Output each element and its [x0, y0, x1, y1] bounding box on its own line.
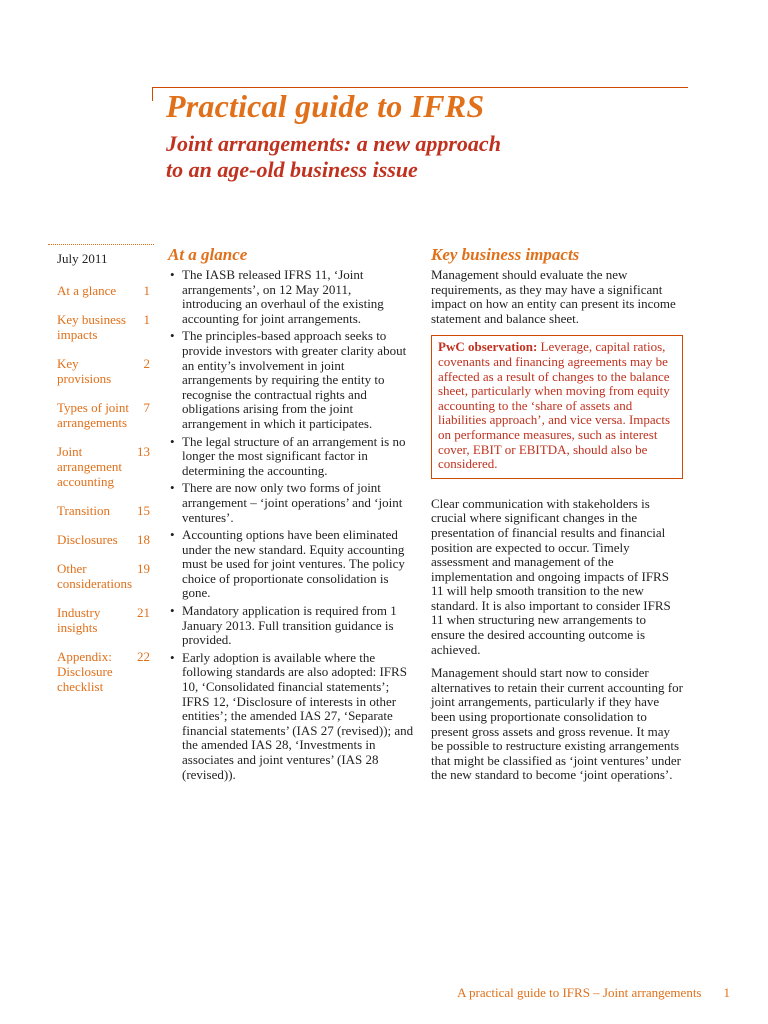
list-item: • Mandatory application is required from 1 January 2013. Full transition guidance is provided.	[168, 604, 414, 648]
toc-item-industry-insights[interactable]: Industry insights 21	[57, 605, 150, 635]
header-rule-tick	[152, 87, 153, 101]
toc-item-other-considerations[interactable]: Other considerations 19	[57, 561, 150, 591]
list-item: • Early adoption is available where the following standards are also adopted: IFRS 10, ‘Consolidated financial statements’; IFRS 12, ‘Disclosure of interests in other entities’; the amended IAS 27, ‘Separate financial statements’ (IAS 27 (revised)); and the amended IAS 28, ‘Investments in associates and joint ventures’ (IAS 28 (revised)).	[168, 651, 414, 782]
subtitle-line-2: to an age-old business issue	[166, 157, 418, 182]
intro-paragraph: Management should evaluate the new requirements, as they may have a significant impact on how an entity can present its income statement and balance sheet.	[431, 267, 676, 326]
toc-item-disclosures[interactable]: Disclosures 18	[57, 532, 150, 547]
page-footer	[457, 985, 730, 1001]
list-item: • There are now only two forms of joint arrangement – ‘joint operations’ and ‘joint ventures’.	[168, 481, 414, 525]
publication-date: July 2011	[57, 251, 108, 266]
page-title: Practical guide to IFRS	[166, 88, 485, 124]
page-number: 1	[723, 985, 730, 1000]
footer-text: A practical guide to IFRS – Joint arrangements	[457, 985, 702, 1000]
subtitle-line-1: Joint arrangements: a new approach	[166, 131, 501, 156]
list-item: • The principles-based approach seeks to provide investors with greater clarity about an entity’s involvement in joint arrangements by requiring the entity to recognise the contractual rights and obligations arising from the joint arrangement in which it participates.	[168, 329, 414, 431]
page-subtitle	[166, 131, 646, 183]
toc-item-transition[interactable]: Transition 15	[57, 503, 150, 518]
toc-item-types-of-joint-arrangements[interactable]: Types of joint arrangements 7	[57, 400, 150, 430]
at-a-glance-list	[168, 268, 414, 782]
toc-item-key-business-impacts[interactable]: Key business impacts 1	[57, 312, 150, 342]
toc-item-key-provisions[interactable]: Key provisions 2	[57, 356, 150, 386]
key-business-impacts-section	[431, 268, 683, 792]
pwc-observation-text: Leverage, capital ratios, covenants and financing agreements may be affected as a result of changes to the balance sheet, particularly when moving from equity accounting to the ‘share of assets and liabilities approach’, and vice versa. Impacts on performance measures, such as interest cover, EBIT or EBITDA, should also be considered.	[438, 339, 671, 472]
key-business-impacts-heading: Key business impacts	[431, 245, 580, 264]
toc-item-at-a-glance[interactable]: At a glance 1	[57, 283, 150, 298]
list-item: • The legal structure of an arrangement is no longer the most significant factor in determining the accounting.	[168, 435, 414, 479]
list-item: • The IASB released IFRS 11, ‘Joint arrangements’, on 12 May 2011, introducing an overhaul of the existing accounting for joint arrangements.	[168, 268, 414, 326]
toc-item-appendix[interactable]: Appendix: Disclosure checklist 22	[57, 649, 150, 694]
pwc-observation-label: PwC observation:	[438, 339, 538, 355]
sidebar-contents	[48, 244, 154, 708]
management-paragraph: Management should start now to consider alternatives to retain their current accounting for joint arrangements, particularly if they have been using proportionate consolidation to present gross assets and gross revenue. It may be possible to restructure existing arrangements that might be classified as ‘joint ventures’ under the new standard to become ‘joint operations’.	[431, 665, 683, 783]
toc-item-joint-arrangement-accounting[interactable]: Joint arrangement accounting 13	[57, 444, 150, 489]
list-item: • Accounting options have been eliminated under the new standard. Equity accounting must be used for joint ventures. The policy choice of proportionate consolidation is gone.	[168, 528, 414, 601]
at-a-glance-section	[168, 268, 414, 785]
at-a-glance-heading: At a glance	[168, 245, 248, 264]
sidebar-rule	[48, 244, 154, 245]
communication-paragraph: Clear communication with stakeholders is crucial where significant changes in the presentation of financial results and financial position are expected to occur. Timely assessment and management of the implementation and ongoing impacts of IFRS 11 will help smooth transition to the new standard. It is also important to consider IFRS 11 when structuring new arrangements to ensure the desired accounting outcome is achieved.	[431, 495, 671, 657]
pwc-observation-box	[431, 335, 683, 478]
